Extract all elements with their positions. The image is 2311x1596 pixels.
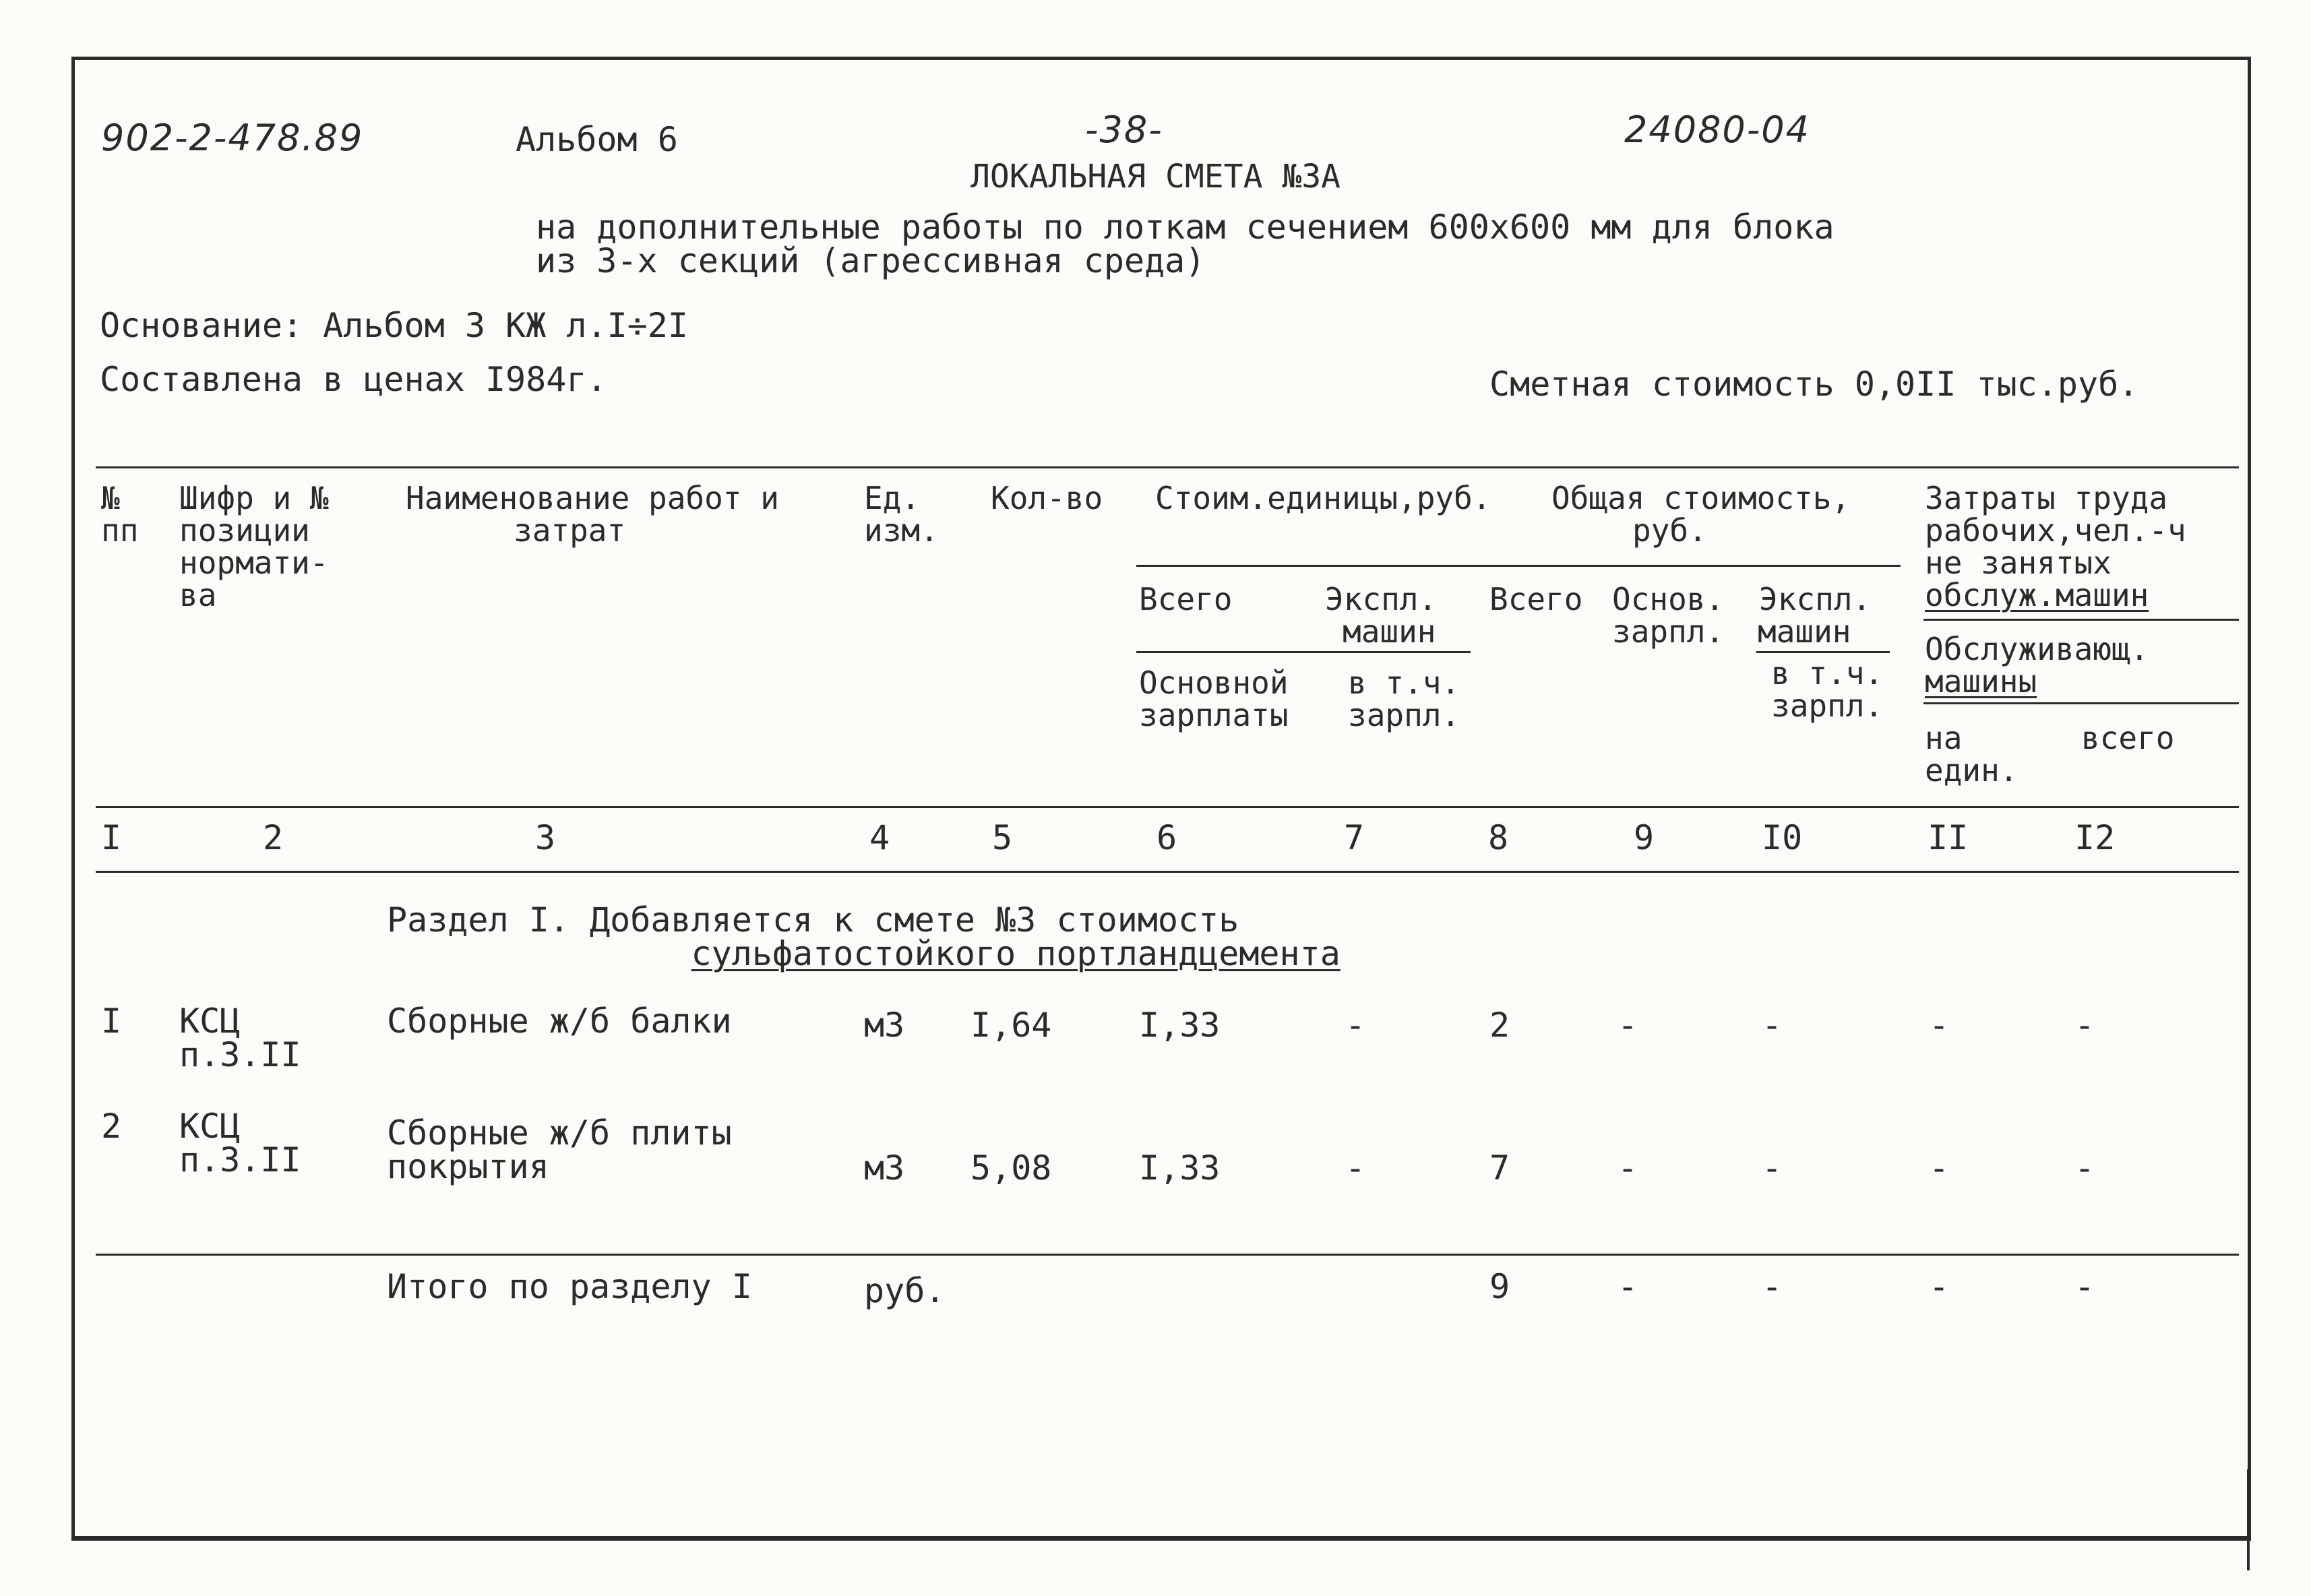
col10-header-top-l2: машин	[1758, 613, 1851, 650]
col5-header: Кол-во	[991, 480, 1103, 516]
labor-group-l4: обслуж.машин	[1925, 577, 2149, 613]
row-wage: -	[1617, 1006, 1638, 1045]
row-unit-mach: -	[1345, 1006, 1366, 1045]
row-mach: -	[1762, 1006, 1783, 1045]
col4-header-l2: изм.	[864, 512, 939, 549]
col6-7-split-rule	[1136, 651, 1471, 653]
estimated-cost: Сметная стоимость 0,0II тыс.руб.	[1489, 365, 2139, 404]
col9-header-l1: Основ.	[1612, 581, 1725, 617]
row-wage: -	[1617, 1148, 1638, 1188]
row-total: 2	[1489, 1006, 1510, 1045]
row-unit: м3	[864, 1148, 905, 1188]
colnum-1: I	[101, 818, 122, 857]
labor-group-l3: не занятых	[1925, 545, 2112, 581]
total-cost-group-header-l1: Общая стоимость,	[1551, 480, 1851, 516]
col2-header-l1: Шифр и №	[179, 480, 329, 516]
subtitle-line1: на дополнительные работы по лоткам сечением 600х600 мм для блока	[536, 208, 1835, 247]
col7-header-bottom-l2: зарпл.	[1348, 697, 1460, 733]
colnum-4: 4	[869, 818, 890, 857]
col3-header-l1: Наименование работ и	[406, 480, 779, 516]
colnum-5: 5	[992, 818, 1013, 857]
page-number: -38-	[1085, 109, 1163, 151]
labor-serv-l1: Обслуживающ.	[1925, 631, 2149, 667]
labor-subheader-rule-2	[1923, 702, 2239, 704]
col11-header-l1: на	[1925, 720, 1963, 756]
labor-serv-l2: машины	[1925, 663, 2037, 700]
subtotal-unit: руб.	[864, 1271, 946, 1310]
total-cost-group-header-l2: руб.	[1632, 512, 1707, 549]
col10-header-bottom-l2: зарпл.	[1771, 687, 1884, 724]
labor-group-l1: Затраты труда	[1925, 480, 2168, 516]
col6-header-top: Всего	[1139, 581, 1233, 617]
row-unit-total: I,33	[1139, 1148, 1221, 1188]
col9-header-l2: зарпл.	[1612, 613, 1725, 650]
frame-edge-mark	[2247, 1469, 2250, 1570]
row-name-l2: покрытия	[387, 1147, 549, 1186]
row-labor-total: -	[2074, 1006, 2095, 1045]
row-labor-unit: -	[1929, 1148, 1950, 1188]
col10-header-top-l1: Экспл.	[1759, 581, 1872, 617]
col7-header-top-l2: машин	[1343, 613, 1436, 650]
col1-header-l1: №	[101, 480, 120, 516]
row-number: I	[101, 1002, 122, 1041]
col6-header-bottom-l2: зарплаты	[1139, 697, 1289, 733]
col2-header-l2: позиции	[179, 512, 310, 549]
row-code-l2: п.3.II	[179, 1035, 301, 1074]
sheet-code: 24080-04	[1624, 109, 1810, 151]
col6-header-bottom-l1: Основной	[1139, 665, 1289, 701]
colnum-8: 8	[1488, 818, 1509, 857]
col4-header-l1: Ед.	[864, 480, 921, 516]
row-labor-total: -	[2074, 1148, 2095, 1188]
prices-line: Составлена в ценах I984г.	[100, 360, 607, 399]
row-code-l1: КСЦ	[179, 1107, 241, 1146]
subtotal-rule	[96, 1254, 2239, 1256]
header-bottom-rule	[96, 806, 2239, 808]
colnum-12: I2	[2074, 818, 2116, 857]
row-labor-unit: -	[1929, 1006, 1950, 1045]
labor-subheader-rule-1	[1923, 619, 2239, 621]
doc-number: 902-2-478.89	[101, 117, 364, 159]
col2-header-l4: ва	[179, 577, 217, 613]
col1-header-l2: пп	[101, 512, 139, 549]
subtotal-wage: -	[1617, 1267, 1638, 1306]
col7-header-bottom-l1: в т.ч.	[1348, 665, 1460, 701]
col8-header: Всего	[1489, 581, 1583, 617]
row-code-l2: п.3.II	[179, 1140, 301, 1179]
colnum-3: 3	[535, 818, 556, 857]
table-top-rule	[96, 466, 2239, 468]
page-title: ЛОКАЛЬНАЯ СМЕТА №3А	[970, 158, 1341, 195]
colnum-10: I0	[1762, 818, 1803, 857]
cost-subheader-rule	[1136, 565, 1901, 567]
row-name-l1: Сборные ж/б балки	[387, 1002, 732, 1041]
row-qty: 5,08	[970, 1148, 1052, 1188]
col11-header-l2: един.	[1925, 752, 2019, 789]
colnum-11: II	[1928, 818, 1969, 857]
subtotal-total: 9	[1489, 1267, 1510, 1306]
row-number: 2	[101, 1107, 122, 1146]
col12-header: всего	[2081, 720, 2175, 756]
subtotal-label: Итого по разделу I	[387, 1267, 752, 1306]
colnum-2: 2	[263, 818, 284, 857]
col10-split-rule	[1756, 651, 1890, 653]
col2-header-l3: нормати-	[179, 545, 329, 581]
colnum-bottom-rule	[96, 871, 2239, 873]
row-total: 7	[1489, 1148, 1510, 1188]
col10-header-bottom-l1: в т.ч.	[1771, 655, 1884, 692]
row-name-l1: Сборные ж/б плиты	[387, 1113, 732, 1153]
section-title-l2: сульфатостойкого портландцемента	[691, 934, 1341, 973]
labor-group-l2: рабочих,чел.-ч	[1925, 512, 2186, 549]
row-code-l1: КСЦ	[179, 1002, 241, 1041]
col7-header-top-l1: Экспл.	[1325, 581, 1438, 617]
subtitle-line2: из 3-х секций (агрессивная среда)	[536, 241, 1206, 280]
subtotal-mach: -	[1762, 1267, 1783, 1306]
subtotal-labor-total: -	[2074, 1267, 2095, 1306]
row-mach: -	[1762, 1148, 1783, 1188]
row-unit-total: I,33	[1139, 1006, 1221, 1045]
album-label: Альбом 6	[516, 120, 678, 159]
col3-header-l2: затрат	[514, 512, 626, 549]
row-unit-mach: -	[1345, 1148, 1366, 1188]
section-title-l1: Раздел I. Добавляется к смете №3 стоимость	[387, 900, 1239, 940]
row-unit: м3	[864, 1006, 905, 1045]
unit-cost-group-header: Стоим.единицы,руб.	[1155, 480, 1491, 516]
colnum-9: 9	[1634, 818, 1655, 857]
row-qty: I,64	[970, 1006, 1052, 1045]
colnum-7: 7	[1344, 818, 1365, 857]
subtotal-labor-unit: -	[1929, 1267, 1950, 1306]
colnum-6: 6	[1157, 818, 1177, 857]
basis-line: Основание: Альбом 3 КЖ л.I÷2I	[100, 306, 688, 345]
